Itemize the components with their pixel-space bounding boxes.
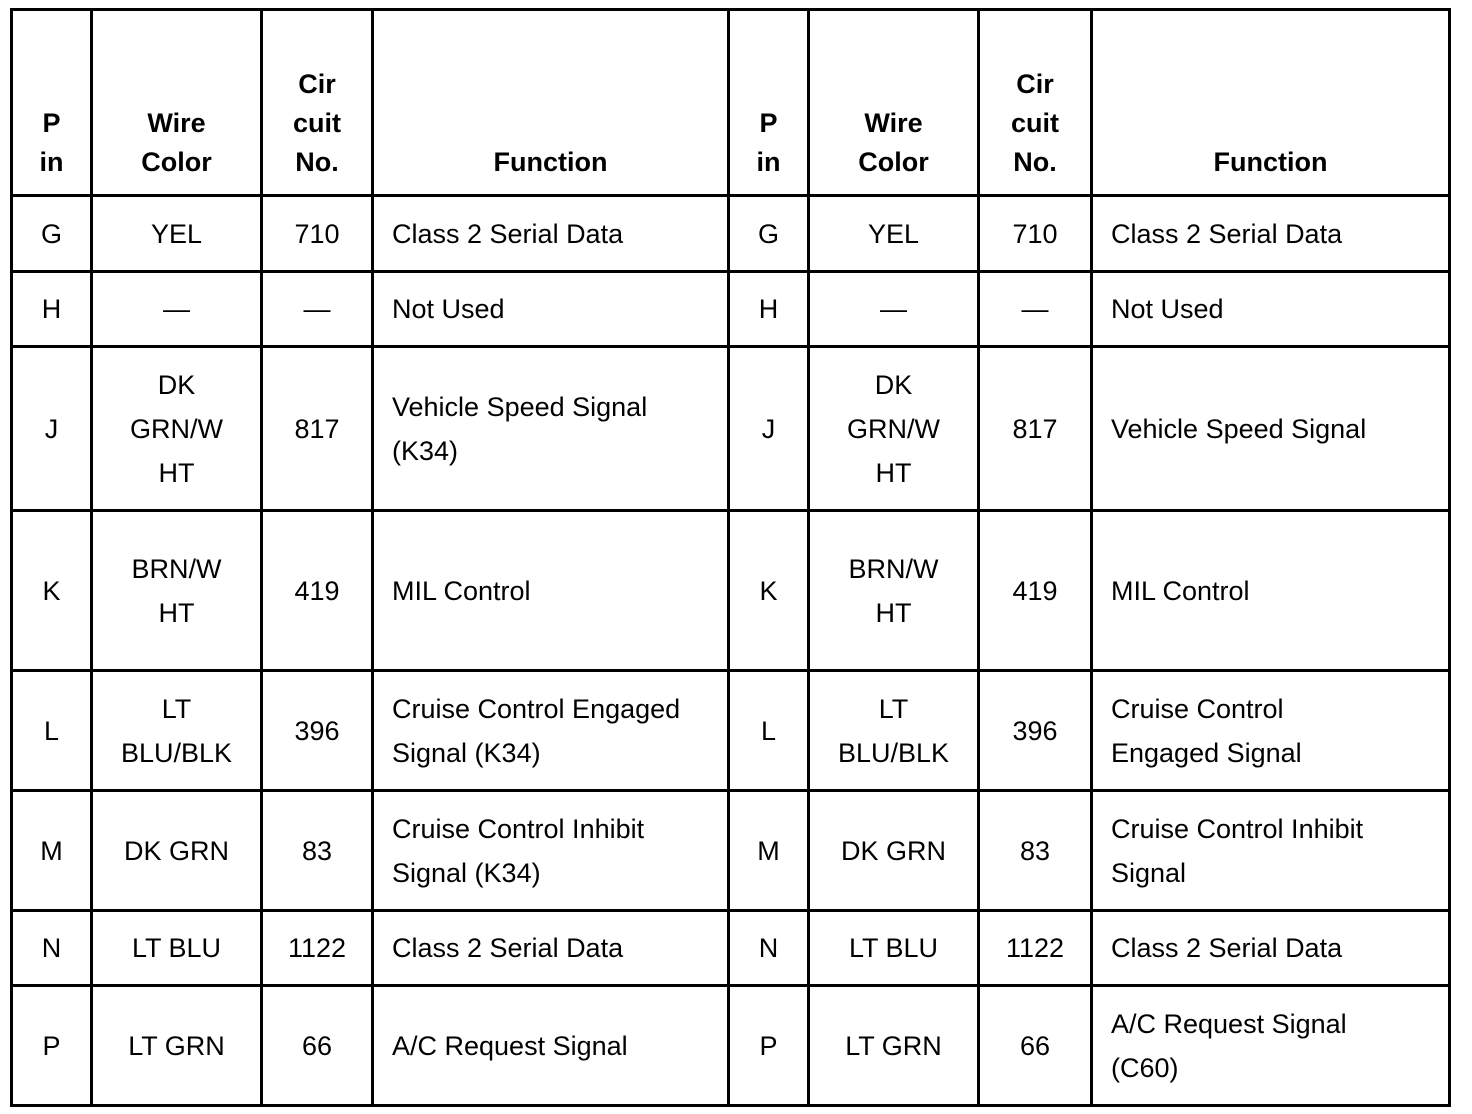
function-cell — [1092, 911, 1450, 986]
circuit-cell-text: 1122 — [287, 933, 347, 963]
circuit-cell-text: 396 — [1012, 715, 1058, 746]
function-cell — [1092, 511, 1450, 671]
circuit-cell — [979, 272, 1092, 347]
circuit-cell-text: 66 — [301, 1030, 333, 1061]
pin-cell-text: H — [41, 294, 62, 324]
wire-color-cell-text: LT BLU — [131, 933, 222, 963]
wire-color-cell — [92, 791, 262, 911]
table-row — [12, 347, 1450, 511]
wire-color-cell-text: LT GRN — [128, 1030, 225, 1061]
header-row — [12, 10, 1450, 196]
pin-cell — [729, 671, 809, 791]
pin-cell — [729, 272, 809, 347]
circuit-cell-text: 83 — [1019, 835, 1051, 866]
circuit-cell — [979, 671, 1092, 791]
wire-color-cell — [92, 272, 262, 347]
wire-color-cell-text: LT GRN — [845, 1030, 942, 1061]
pin-cell-text: H — [758, 294, 779, 324]
function-cell-text: Not Used — [392, 294, 505, 324]
pin-cell — [12, 347, 92, 511]
pin-cell-text: N — [758, 933, 779, 963]
pin-cell-text: M — [757, 835, 780, 866]
header-pin-right: P in — [729, 10, 809, 196]
table-body — [12, 196, 1450, 1106]
circuit-cell — [262, 511, 373, 671]
circuit-cell — [262, 347, 373, 511]
function-cell — [373, 272, 729, 347]
function-cell — [373, 196, 729, 272]
wire-color-cell — [809, 791, 979, 911]
pin-cell — [12, 911, 92, 986]
pin-cell-text: K — [42, 575, 61, 606]
pin-cell-text: J — [44, 413, 59, 444]
pin-cell-text: L — [43, 715, 60, 746]
header-pin: P in — [12, 10, 92, 196]
circuit-cell-text: 419 — [1012, 575, 1058, 606]
circuit-cell — [262, 791, 373, 911]
circuit-cell — [979, 911, 1092, 986]
function-cell-text: A/C Request Signal — [392, 1030, 628, 1061]
function-cell — [373, 671, 729, 791]
wire-color-cell-text: LT BLU/BLK — [120, 693, 233, 768]
pin-cell — [729, 196, 809, 272]
function-cell — [373, 511, 729, 671]
pin-cell-text: G — [757, 218, 779, 249]
function-cell — [1092, 986, 1450, 1106]
function-cell — [373, 986, 729, 1106]
table-row — [12, 671, 1450, 791]
pin-cell — [729, 511, 809, 671]
pin-cell-text: G — [40, 218, 62, 249]
circuit-cell-text: 710 — [294, 218, 340, 249]
pin-cell-text: M — [40, 835, 63, 866]
wire-color-cell — [92, 347, 262, 511]
table-row — [12, 511, 1450, 671]
pin-cell — [12, 272, 92, 347]
circuit-cell — [262, 196, 373, 272]
table-row — [12, 911, 1450, 986]
function-cell-text: Class 2 Serial Data — [392, 218, 624, 249]
circuit-cell — [262, 272, 373, 347]
wire-color-cell-text: DK GRN — [123, 835, 229, 866]
table-row — [12, 986, 1450, 1106]
header-circuit-no-right: Cir cuit No. — [979, 10, 1092, 196]
function-cell-text: Cruise Control Engaged Signal — [1111, 693, 1302, 768]
circuit-cell — [979, 347, 1092, 511]
pin-cell-text: J — [761, 413, 776, 444]
function-cell-text: Vehicle Speed Signal — [1111, 413, 1367, 444]
circuit-cell — [979, 196, 1092, 272]
wire-color-cell — [92, 511, 262, 671]
table-row — [12, 791, 1450, 911]
pin-cell — [729, 911, 809, 986]
pin-cell — [12, 511, 92, 671]
circuit-cell-text: — — [303, 294, 331, 324]
function-cell — [373, 347, 729, 511]
pin-cell — [12, 196, 92, 272]
function-cell — [1092, 791, 1450, 911]
function-cell — [373, 911, 729, 986]
function-cell-text: Not Used — [1111, 294, 1224, 324]
wire-color-cell — [92, 911, 262, 986]
wire-color-cell-text: LT BLU — [848, 933, 939, 963]
header-circuit-no: Cir cuit No. — [262, 10, 373, 196]
function-cell-text: A/C Request Signal (C60) — [1111, 1008, 1347, 1083]
circuit-cell-text: 710 — [1012, 218, 1058, 249]
function-cell-text: MIL Control — [1111, 575, 1250, 606]
pin-cell-text: N — [41, 933, 62, 963]
pin-cell — [12, 986, 92, 1106]
circuit-cell — [979, 791, 1092, 911]
pin-cell — [12, 671, 92, 791]
wire-color-cell-text: — — [880, 294, 907, 324]
function-cell-text: Cruise Control Engaged Signal (K34) — [392, 693, 681, 768]
circuit-cell-text: 66 — [1019, 1030, 1051, 1061]
pin-cell-text: P — [42, 1030, 61, 1061]
wire-color-cell — [809, 272, 979, 347]
header-wire-color: Wire Color — [92, 10, 262, 196]
circuit-cell-text: — — [1021, 294, 1049, 324]
function-cell — [1092, 347, 1450, 511]
wire-color-cell-text: DK GRN/W HT — [130, 369, 223, 488]
wire-color-cell — [809, 986, 979, 1106]
wire-color-cell — [92, 196, 262, 272]
function-cell-text: Cruise Control Inhibit Signal — [1111, 813, 1364, 888]
wire-color-cell-text: DK GRN/W HT — [847, 369, 940, 488]
wire-color-cell-text: DK GRN — [840, 835, 946, 866]
table-row — [12, 272, 1450, 347]
function-cell-text: Vehicle Speed Signal (K34) — [392, 391, 648, 466]
pin-cell-text: K — [759, 575, 778, 606]
header-wire-color-right: Wire Color — [809, 10, 979, 196]
function-cell-text: Class 2 Serial Data — [1111, 933, 1343, 963]
function-cell-text: Class 2 Serial Data — [1111, 218, 1343, 249]
circuit-cell-text: 1122 — [1005, 933, 1065, 963]
function-cell-text: Cruise Control Inhibit Signal (K34) — [392, 813, 645, 888]
connector-pinout-table — [10, 8, 1451, 1107]
wire-color-cell — [809, 911, 979, 986]
circuit-cell — [262, 671, 373, 791]
wire-color-cell — [809, 196, 979, 272]
wire-color-cell — [92, 671, 262, 791]
circuit-cell-text: 83 — [301, 835, 333, 866]
circuit-cell-text: 817 — [1012, 413, 1058, 444]
wire-color-cell-text: BRN/W HT — [848, 553, 939, 628]
wire-color-cell-text: BRN/W HT — [131, 553, 222, 628]
function-cell — [373, 791, 729, 911]
circuit-cell — [979, 511, 1092, 671]
pin-cell — [729, 986, 809, 1106]
wire-color-cell — [809, 511, 979, 671]
wire-color-cell-text: YEL — [150, 218, 203, 249]
wire-color-cell-text: — — [163, 294, 190, 324]
circuit-cell — [262, 986, 373, 1106]
function-cell — [1092, 272, 1450, 347]
circuit-cell-text: 396 — [294, 715, 340, 746]
function-cell — [1092, 196, 1450, 272]
table-row — [12, 196, 1450, 272]
wire-color-cell-text: YEL — [867, 218, 920, 249]
header-function-right: Function — [1092, 10, 1450, 196]
function-cell — [1092, 671, 1450, 791]
circuit-cell-text: 419 — [294, 575, 340, 606]
pin-cell — [729, 347, 809, 511]
circuit-cell — [979, 986, 1092, 1106]
function-cell-text: MIL Control — [392, 575, 531, 606]
wire-color-cell — [809, 347, 979, 511]
circuit-cell-text: 817 — [294, 413, 340, 444]
pin-cell-text: L — [760, 715, 777, 746]
wire-color-cell-text: LT BLU/BLK — [837, 693, 950, 768]
function-cell-text: Class 2 Serial Data — [392, 933, 624, 963]
pin-cell — [12, 791, 92, 911]
wire-color-cell — [92, 986, 262, 1106]
circuit-cell — [262, 911, 373, 986]
header-function: Function — [373, 10, 729, 196]
pin-cell — [729, 791, 809, 911]
pin-cell-text: P — [759, 1030, 778, 1061]
wire-color-cell — [809, 671, 979, 791]
